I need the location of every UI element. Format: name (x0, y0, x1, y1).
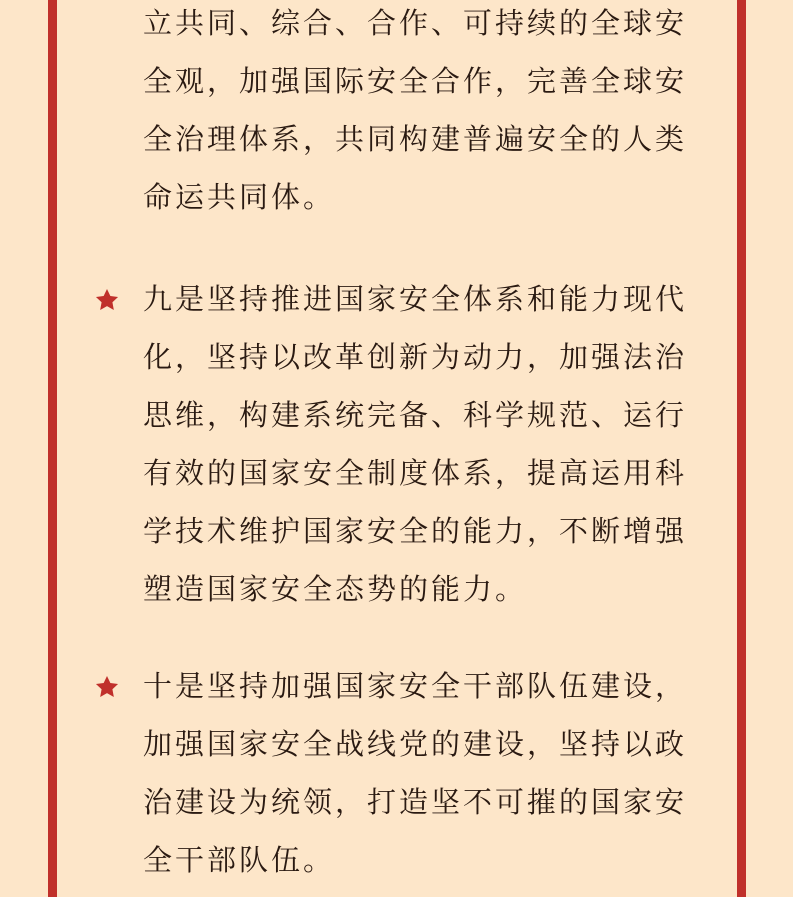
paragraph-item-10 (92, 657, 712, 889)
star-icon (94, 287, 120, 313)
star-icon (94, 674, 120, 700)
paragraph-top (92, 0, 712, 226)
paragraph-text: 立共同、综合、合作、可持续的全球安全观，加强国际安全合作，完善全球安全治理体系，共同构建普遍安全的人类命运共同体。 (143, 6, 688, 214)
left-border (48, 0, 57, 897)
right-border (737, 0, 746, 897)
paragraph-item-9 (92, 270, 712, 618)
paragraph-text: 十是坚持加强国家安全干部队伍建设，加强国家安全战线党的建设，坚持以政治建设为统领，打造坚不可摧的国家安全干部队伍。 (143, 669, 688, 877)
paragraph-text: 九是坚持推进国家安全体系和能力现代化，坚持以改革创新为动力，加强法治思维，构建系统完备、科学规范、运行有效的国家安全制度体系，提高运用科学技术维护国家安全的能力，不断增强塑造国家安全态势的能力。 (143, 282, 688, 606)
